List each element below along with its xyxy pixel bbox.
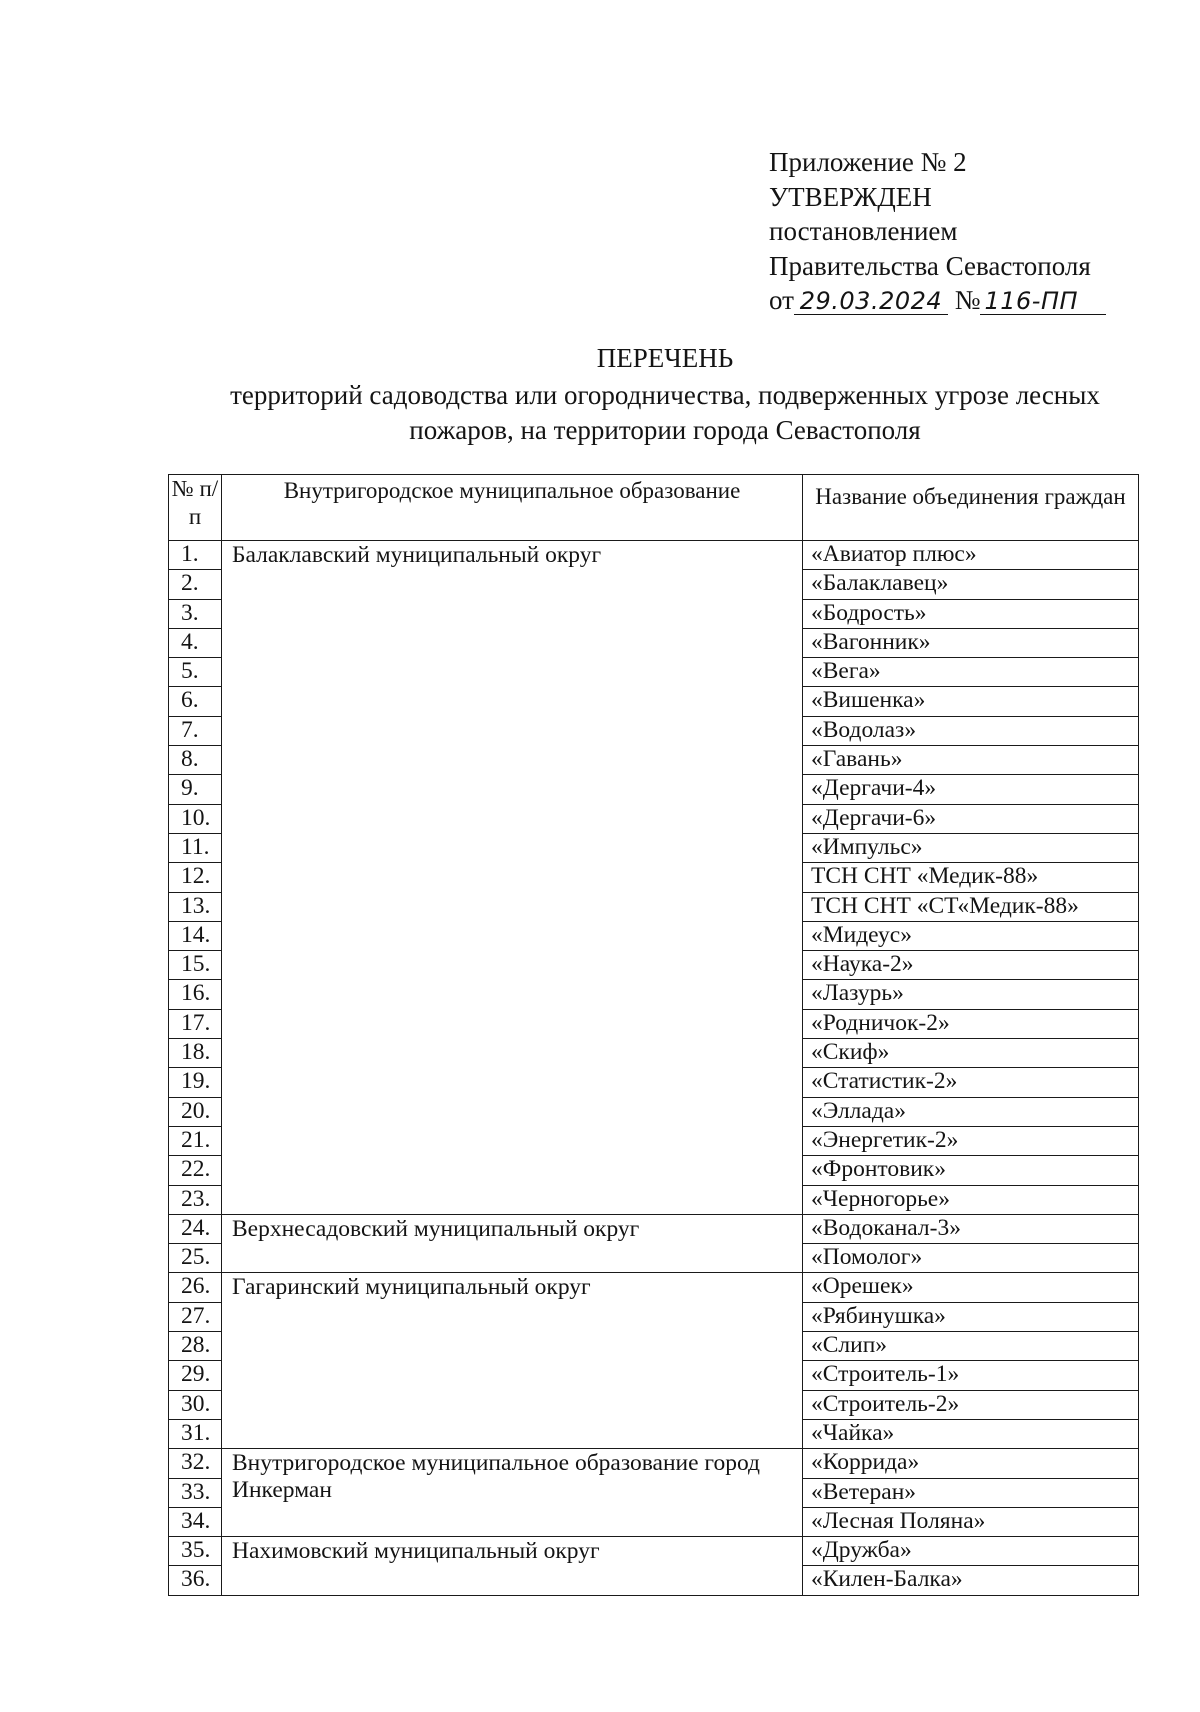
association-name: «Скиф» — [803, 1039, 1139, 1068]
subtitle-line-2: пожаров, на территории города Севастополя — [409, 415, 921, 445]
row-number: 9. — [169, 775, 222, 804]
municipality-cell: Балаклавский муниципальный округ — [222, 541, 803, 1215]
date-prefix: от — [769, 285, 794, 315]
approval-block — [769, 145, 1106, 318]
association-name: «Вега» — [803, 658, 1139, 687]
territories-table — [168, 474, 1139, 1596]
association-name: «Вагонник» — [803, 628, 1139, 657]
municipality-cell: Верхнесадовский муниципальный округ — [222, 1214, 803, 1273]
association-name: «Авиатор плюс» — [803, 541, 1139, 570]
association-name: «Строитель-1» — [803, 1361, 1139, 1390]
row-number: 23. — [169, 1185, 222, 1214]
association-name: «Гавань» — [803, 746, 1139, 775]
association-name: «Водоканал-3» — [803, 1214, 1139, 1243]
appendix-number: Приложение № 2 — [769, 147, 967, 177]
row-number: 13. — [169, 892, 222, 921]
row-number: 28. — [169, 1332, 222, 1361]
row-number: 18. — [169, 1039, 222, 1068]
header-number: № п/п — [169, 475, 222, 541]
row-number: 35. — [169, 1537, 222, 1566]
association-name: «Родничок-2» — [803, 1009, 1139, 1038]
association-name: «Лесная Поляна» — [803, 1507, 1139, 1536]
association-name: «Наука-2» — [803, 951, 1139, 980]
association-name: «Рябинушка» — [803, 1302, 1139, 1331]
association-name: «Слип» — [803, 1332, 1139, 1361]
association-name: «Коррида» — [803, 1449, 1139, 1478]
table-body — [169, 541, 1139, 1596]
row-number: 8. — [169, 746, 222, 775]
row-number: 12. — [169, 863, 222, 892]
row-number: 34. — [169, 1507, 222, 1536]
subtitle-line-1: территорий садоводства или огородничества, подверженных угрозе лесных — [230, 380, 1100, 410]
municipality-cell: Нахимовский муниципальный округ — [222, 1537, 803, 1596]
association-name: «Дергачи-4» — [803, 775, 1139, 804]
table-row — [169, 1214, 1139, 1243]
association-name: «Килен-Балка» — [803, 1566, 1139, 1595]
document-title: ПЕРЕЧЕНЬ — [596, 343, 734, 373]
row-number: 27. — [169, 1302, 222, 1331]
row-number: 21. — [169, 1126, 222, 1155]
association-name: «Вишенка» — [803, 687, 1139, 716]
association-name: «Дергачи-6» — [803, 804, 1139, 833]
header-association-name: Название объединения граждан — [803, 475, 1139, 541]
association-name: «Орешек» — [803, 1273, 1139, 1302]
territories-table-wrapper — [168, 474, 1139, 1596]
association-name: «Энергетик-2» — [803, 1126, 1139, 1155]
row-number: 32. — [169, 1449, 222, 1478]
row-number: 4. — [169, 628, 222, 657]
association-name: «Лазурь» — [803, 980, 1139, 1009]
association-name: ТСН СНТ «Медик-88» — [803, 863, 1139, 892]
row-number: 30. — [169, 1390, 222, 1419]
row-number: 25. — [169, 1244, 222, 1273]
handwritten-number: 116-ПП — [980, 288, 1106, 315]
row-number: 6. — [169, 687, 222, 716]
table-row — [169, 541, 1139, 570]
row-number: 15. — [169, 951, 222, 980]
table-header-row — [169, 475, 1139, 541]
association-name: «Импульс» — [803, 833, 1139, 862]
row-number: 20. — [169, 1097, 222, 1126]
row-number: 29. — [169, 1361, 222, 1390]
association-name: «Черногорье» — [803, 1185, 1139, 1214]
approval-date-line — [769, 283, 1106, 318]
row-number: 24. — [169, 1214, 222, 1243]
association-name: «Статистик-2» — [803, 1068, 1139, 1097]
table-row — [169, 1273, 1139, 1302]
number-prefix: № — [954, 285, 981, 315]
row-number: 5. — [169, 658, 222, 687]
approved-by-government: Правительства Севастополя — [769, 250, 1091, 281]
association-name: «Чайка» — [803, 1419, 1139, 1448]
row-number: 22. — [169, 1156, 222, 1185]
association-name: «Дружба» — [803, 1537, 1139, 1566]
association-name: «Мидеус» — [803, 921, 1139, 950]
table-row — [169, 1537, 1139, 1566]
association-name: «Строитель-2» — [803, 1390, 1139, 1419]
association-name: «Фронтовик» — [803, 1156, 1139, 1185]
table-row — [169, 1449, 1139, 1478]
row-number: 14. — [169, 921, 222, 950]
association-name: ТСН СНТ «СТ«Медик-88» — [803, 892, 1139, 921]
approved-by-resolution: постановлением — [769, 216, 958, 246]
association-name: «Эллада» — [803, 1097, 1139, 1126]
row-number: 19. — [169, 1068, 222, 1097]
row-number: 10. — [169, 804, 222, 833]
row-number: 11. — [169, 833, 222, 862]
row-number: 7. — [169, 716, 222, 745]
handwritten-date: 29.03.2024 — [794, 288, 948, 315]
row-number: 16. — [169, 980, 222, 1009]
association-name: «Ветеран» — [803, 1478, 1139, 1507]
row-number: 36. — [169, 1566, 222, 1595]
municipality-cell: Внутригородское муниципальное образование город Инкерман — [222, 1449, 803, 1537]
association-name: «Балаклавец» — [803, 570, 1139, 599]
row-number: 33. — [169, 1478, 222, 1507]
row-number: 1. — [169, 541, 222, 570]
municipality-cell: Гагаринский муниципальный округ — [222, 1273, 803, 1449]
row-number: 17. — [169, 1009, 222, 1038]
association-name: «Водолаз» — [803, 716, 1139, 745]
document-subtitle — [0, 378, 1200, 448]
row-number: 3. — [169, 599, 222, 628]
header-municipality: Внутригородское муниципальное образование — [222, 475, 803, 541]
approved-label: УТВЕРЖДЕН — [769, 181, 932, 212]
association-name: «Помолог» — [803, 1244, 1139, 1273]
row-number: 26. — [169, 1273, 222, 1302]
row-number: 31. — [169, 1419, 222, 1448]
association-name: «Бодрость» — [803, 599, 1139, 628]
row-number: 2. — [169, 570, 222, 599]
